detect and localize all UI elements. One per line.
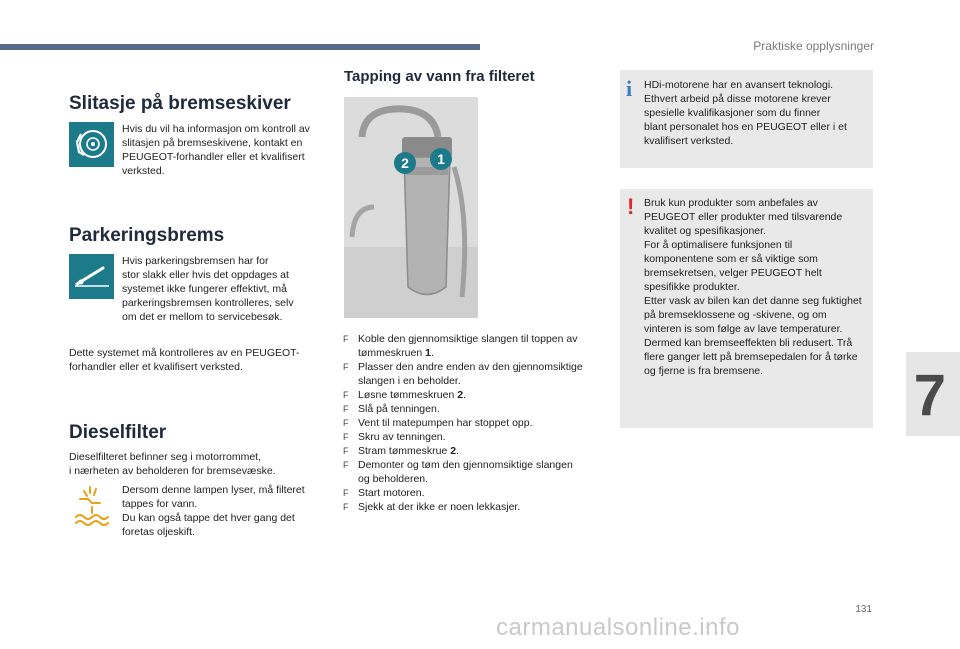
- parking-brake-note: Dette systemet må kontrolleres av en PEUGEOT- forhandler eller et kvalifisert verksted.: [69, 347, 300, 373]
- callout-2-label: 2: [401, 155, 409, 171]
- section-title: Praktiske opplysninger: [753, 39, 874, 53]
- parking-brake-icon: [69, 254, 114, 299]
- brake-disc-text: Hvis du vil ha informasjon om kontroll av slitasjen på bremseskivene, kontakt en PEUGEOT-forhandler eller et kvalifisert verksted.: [122, 123, 310, 177]
- draining-steps: [343, 332, 603, 514]
- step-6: F Skru av tenningen.: [343, 431, 446, 443]
- water-in-fuel-warning-icon: [72, 483, 114, 527]
- step-9: F Start motoren.: [343, 487, 425, 499]
- step-3: F Løsne tømmeskruen 2.: [343, 389, 466, 401]
- warning-icon: !: [627, 194, 635, 219]
- diesel-filter-photo: [344, 97, 478, 318]
- callout-1-label: 1: [437, 151, 445, 167]
- warning-text: Bruk kun produkter som anbefales av PEUGEOT eller produkter med tilsvarende kvalitet og spesifikasjoner. For å optimalisere funksjonen til komponentene som er så viktige som bremsekretsen, velger PEUGEOT helt spesifikke produkter. Etter vask av bilen kan det danne seg fuktighet på bremseklossene og -skivene, og om vinteren is som følge av lave temperaturer. Dermed kan bremseeffekten bli redusert. Trå flere ganger lett på bremsepedalen for å tørke og fjerne is fra bremsene.: [644, 197, 862, 377]
- parking-brake-text: Hvis parkeringsbremsen har for stor slakk eller hvis det oppdages at systemet ikke fungerer effektivt, må parkeringsbremsen kontrolleres, selv om det er mellom to servicebesøk.: [122, 255, 294, 323]
- step-10: F Sjekk at der ikke er noen lekkasjer.: [343, 501, 521, 513]
- heading-parking-brake: Parkeringsbrems: [69, 225, 225, 246]
- watermark: carmanualsonline.info: [496, 614, 740, 641]
- step-7: F Stram tømmeskrue 2.: [343, 445, 459, 457]
- step-5: F Vent til matepumpen har stoppet opp.: [343, 417, 533, 429]
- diesel-lamp-text: Dersom denne lampen lyser, må filteret tappes for vann. Du kan også tappe det hver gang det foretas oljeskift.: [122, 484, 305, 538]
- heading-brake-disc-wear: Slitasje på bremseskiver: [69, 93, 291, 114]
- info-text: HDi-motorene har en avansert teknologi. Ethvert arbeid på disse motorene krever spesielle kvalifikasjoner som du finner blant personalet hos en PEUGEOT eller i et kvalifisert verksted.: [644, 79, 847, 147]
- diesel-filter-text: Dieselfilteret befinner seg i motorrommet, i nærheten av beholderen for bremsevæske.: [69, 451, 276, 477]
- heading-diesel-filter: Dieselfilter: [69, 422, 167, 443]
- step-4: F Slå på tenningen.: [343, 403, 440, 415]
- header-bar: [0, 44, 480, 50]
- page-number: 131: [855, 604, 872, 615]
- step-1: F Koble den gjennomsiktige slangen til toppen av tømmeskruen 1.: [343, 333, 578, 359]
- chapter-number: 7: [913, 363, 946, 428]
- step-8: F Demonter og tøm den gjennomsiktige slangen og beholderen.: [343, 459, 573, 485]
- brake-disc-icon: [69, 122, 114, 167]
- info-icon: i: [626, 76, 633, 101]
- heading-water-draining: Tapping av vann fra filteret: [344, 68, 535, 85]
- step-2: F Plasser den andre enden av den gjennomsiktige slangen i en beholder.: [343, 361, 583, 387]
